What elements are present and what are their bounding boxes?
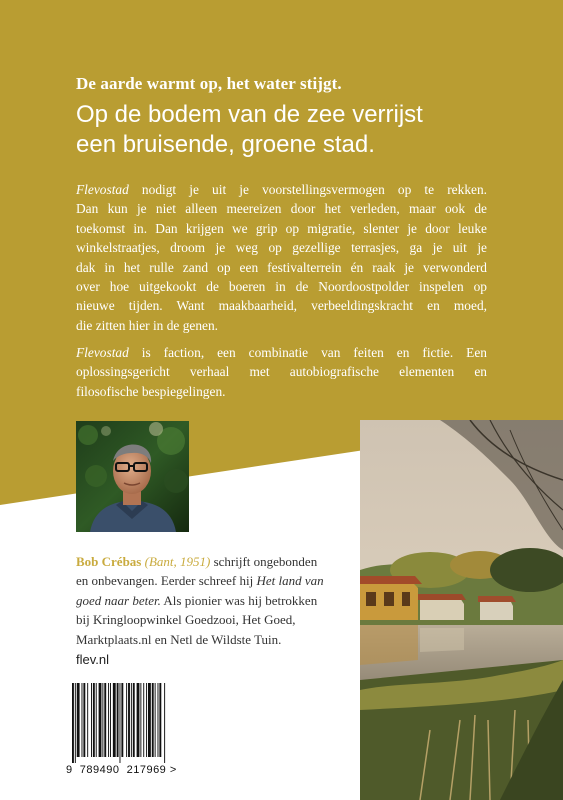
landscape-photo (360, 420, 563, 800)
blurb-line: over hoe uitgekookt de boeren in de Noordoostpolder inspelen op (76, 279, 487, 295)
book-title-italic: Flevostad (76, 345, 129, 360)
barcode-bar (91, 683, 92, 757)
barcode-bar (158, 683, 159, 757)
barcode-bar (131, 683, 132, 757)
bio-line: en onbevangen. Eerder schreef hij Het land van (76, 573, 324, 589)
previous-book-title: goed naar beter. (76, 592, 161, 608)
barcode-bar (113, 683, 116, 757)
barcode-bar (146, 683, 147, 757)
isbn-number: 9 789490 217969 > (66, 764, 177, 776)
author-portrait-photo (76, 421, 189, 532)
blurb-paragraph-1 (76, 180, 487, 335)
barcode-bar (75, 683, 76, 763)
barcode-bar (164, 683, 165, 763)
book-title-italic: Flevostad (76, 182, 129, 197)
barcode-bar (155, 683, 156, 757)
barcode-bar (102, 683, 103, 757)
headline-line-2: een bruisende, groene stad. (76, 131, 375, 158)
barcode-bar (93, 683, 95, 757)
barcode-bar (117, 683, 119, 757)
bio-line: goed naar beter. Als pionier was hij betrokken (76, 592, 318, 608)
blurb-line: filosofische bespiegelingen. (76, 383, 226, 399)
barcode-bar (82, 683, 83, 757)
isbn-barcode (66, 683, 197, 768)
headline-line-1: Op de bodem van de zee verrijst (76, 101, 423, 128)
blurb-line: dak in het rulle zand op een festivalterrein én raak je verwonderd (76, 259, 487, 275)
barcode-bar (121, 683, 123, 757)
barcode-bar (148, 683, 151, 757)
barcode-bar (104, 683, 106, 757)
barcode-bar (128, 683, 130, 757)
tagline: De aarde warmt op, het water stijgt. (76, 74, 342, 93)
barcode-bar (110, 683, 111, 757)
barcode-bar (159, 683, 161, 757)
barcode-bar (143, 683, 144, 757)
barcode-bar (83, 683, 85, 757)
blurb-line: Flevostad is faction, een combinatie van feiten en fictie. Een (76, 345, 487, 360)
blurb-line: die zitten hier in de genen. (76, 317, 219, 333)
barcode-bar (87, 683, 88, 757)
barcode-bar (120, 683, 121, 763)
barcode-bar (96, 683, 97, 757)
barcode-bar (126, 683, 127, 757)
barcode-bar (77, 683, 80, 757)
blurb-line: toekomst in. Dan krijgen we grip op migratie, slenter je door leuke (76, 220, 487, 236)
previous-book-title: Het land van (256, 573, 324, 589)
bio-line: Marktplaats.nl en Netl de Wildste Tuin. (76, 631, 282, 647)
blurb-line: Dan kun je niet alleen meereizen door het verleden, maar ook de (76, 201, 487, 217)
barcode-bar (133, 683, 135, 757)
blurb-line: nieuwe tijden. Want maakbaarheid, verbeeldingskracht en moed, (76, 298, 487, 314)
author-name: Bob Crébas (76, 554, 142, 569)
barcode-bar (137, 683, 140, 757)
blurb-line: Flevostad nodigt je uit je voorstellingsvermogen op te rekken. (76, 182, 487, 197)
blurb-paragraph-2 (76, 343, 487, 401)
barcode-bar (140, 683, 141, 757)
blurb-line: winkelstraatjes, droom je weg op gezellige terrasjes, ga je uit je (76, 240, 487, 256)
author-birth: (Bant, 1951) (144, 554, 211, 569)
publisher-website: flev.nl (76, 652, 109, 667)
barcode-bar (152, 683, 154, 757)
blurb-line: oplossingsgericht verhaal met autobiografische elementen en (76, 364, 487, 380)
bio-line: Bob Crébas (Bant, 1951) schrijft ongebonden (76, 554, 318, 569)
barcode-bar (99, 683, 102, 757)
headline (76, 100, 506, 160)
author-bio (76, 552, 346, 649)
barcode-bar (108, 683, 109, 757)
bio-line: bij Kringloopwinkel Goedzooi, Het Goed, (76, 612, 296, 628)
barcode-bar (72, 683, 74, 763)
